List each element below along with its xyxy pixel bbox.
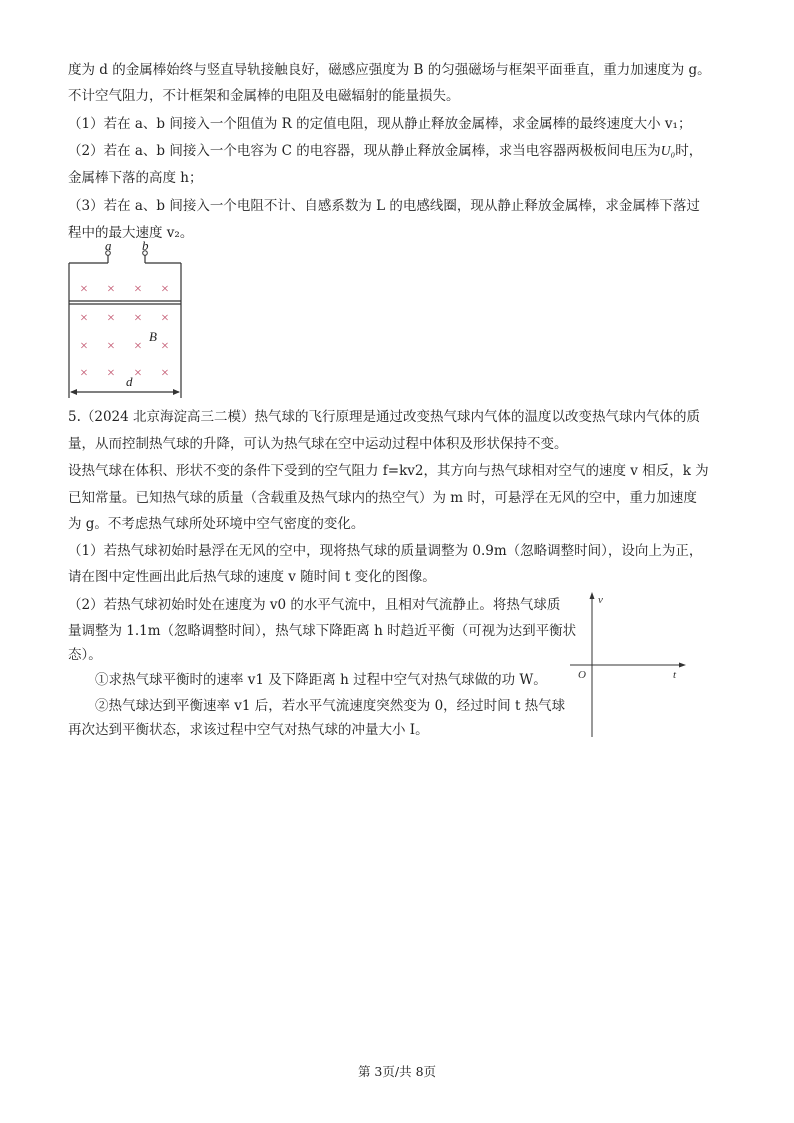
svg-text:×: × <box>107 366 115 381</box>
svg-text:×: × <box>80 282 88 297</box>
p5-question-2-cont2: 态）。 <box>68 647 102 663</box>
p5-setup-line-1: 设热气球在体积、形状不变的条件下受到的空气阻力 f=kv2，其方向与热气球相对空气的速度 v 相反，k 为 <box>68 463 709 479</box>
svg-text:×: × <box>107 311 115 326</box>
svg-text:×: × <box>134 282 142 297</box>
p5-header-line-2: 量，从而控制热气球的升降，可认为热气球在空中运动过程中体积及形状保持不变。 <box>68 436 568 452</box>
p4-q2-text: （2）若在 a、b 间接入一个电容为 C 的电容器，现从静止释放金属棒，求当电容器两极板间电压为 <box>68 143 661 159</box>
svg-text:×: × <box>134 366 142 381</box>
svg-text:×: × <box>107 339 115 354</box>
p4-question-3: （3）若在 a、b 间接入一个电阻不计、自感系数为 L 的电感线圈，现从静止释放金属棒，求金属棒下落过 <box>68 198 700 214</box>
svg-text:×: × <box>80 311 88 326</box>
axis-label-t: t <box>673 669 677 681</box>
axis-label-v: v <box>598 594 603 606</box>
svg-text:×: × <box>161 366 169 381</box>
svg-text:×: × <box>161 282 169 297</box>
svg-text:×: × <box>107 282 115 297</box>
svg-text:×: × <box>161 311 169 326</box>
p5-setup-line-3: 为 g。不考虑热气球所处环境中空气密度的变化。 <box>68 516 365 532</box>
p4-q2-tail: 时， <box>675 143 703 159</box>
p4-text-line-2: 不计空气阻力，不计框架和金属棒的电阻及电磁辐射的能量损失。 <box>68 88 460 104</box>
p5-question-2-cont: 量调整为 1.1m（忽略调整时间），热气球下降距离 h 时趋近平衡（可视为达到平衡状 <box>68 623 577 639</box>
svg-text:×: × <box>80 366 88 381</box>
label-B: B <box>149 329 157 344</box>
p4-question-2 <box>68 141 702 161</box>
p5-question-1: （1）若热气球初始时悬浮在无风的空中，现将热气球的质量调整为 0.9m（忽略调整时间），设向上为正， <box>68 543 703 559</box>
p5-item-2: ②热气球达到平衡速率 v1 后，若水平气流速度突然变为 0，经过时间 t 热气球 <box>95 698 566 714</box>
p5-item-1: ①求热气球平衡时的速率 v1 及下降距离 h 过程中空气对热气球做的功 W。 <box>95 672 547 688</box>
label-d: d <box>126 374 133 389</box>
p4-question-1: （1）若在 a、b 间接入一个阻值为 R 的定值电阻，现从静止释放金属棒，求金属棒的最终速度大小 v₁； <box>68 116 692 132</box>
p4-question-3-cont: 程中的最大速度 v₂。 <box>68 225 194 241</box>
svg-text:×: × <box>80 339 88 354</box>
svg-text:×: × <box>134 339 142 354</box>
svg-text:×: × <box>134 311 142 326</box>
p5-item-2-cont: 再次达到平衡状态，求该过程中空气对热气球的冲量大小 I。 <box>68 722 429 738</box>
p4-q2-voltage: U₀ <box>660 143 676 158</box>
p5-question-2: （2）若热气球初始时处在速度为 v0 的水平气流中，且相对气流静止。将热气球质 <box>68 597 561 613</box>
p4-question-2-cont: 金属棒下落的高度 h； <box>68 170 203 186</box>
label-b: b <box>142 240 149 253</box>
page-footer: 第 3页/共 8页 <box>357 1064 437 1079</box>
p5-question-1-cont: 请在图中定性画出此后热气球的速度 v 随时间 t 变化的图像。 <box>68 569 436 585</box>
p5-setup-line-2: 已知常量。已知热气球的质量（含载重及热气球内的热空气）为 m 时，可悬浮在无风的空中，重力加速度 <box>68 490 697 506</box>
rail-frame-figure <box>60 240 195 402</box>
p5-header-line-1: 5.（2024 北京海淀高三二模）热气球的飞行原理是通过改变热气球内气体的温度以改变热气球内气体的质 <box>68 409 701 425</box>
svg-text:×: × <box>161 339 169 354</box>
label-a: a <box>105 240 112 253</box>
origin-label: O <box>578 669 586 681</box>
p4-text-line-1: 度为 d 的金属棒始终与竖直导轨接触良好，磁感应强度为 B 的匀强磁场与框架平面垂直，重力加速度为 g。 <box>68 62 711 78</box>
velocity-time-axes <box>565 590 695 740</box>
